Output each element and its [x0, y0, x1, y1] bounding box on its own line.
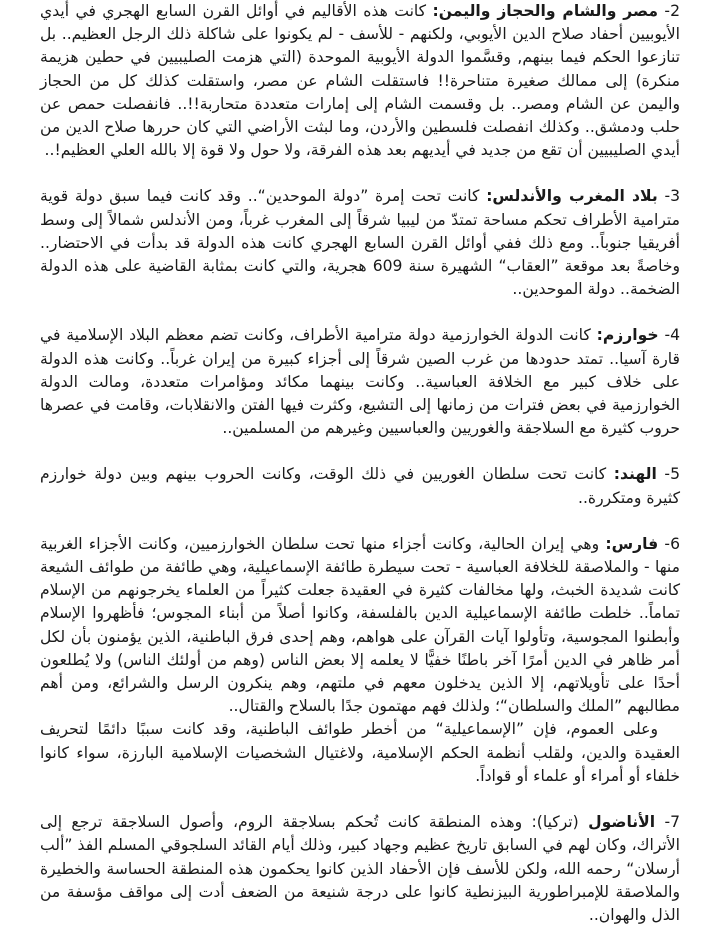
section-heading: الهند: [613, 465, 657, 484]
section-number: 5- [656, 465, 680, 484]
section-khwarazm [40, 324, 680, 440]
section-maghreb-andalus [40, 185, 680, 301]
section-heading: الأناضول [588, 813, 656, 832]
section-egypt-sham-hijaz-yemen [40, 0, 680, 162]
section-number: 2- [658, 2, 680, 20]
section-persia [40, 533, 680, 788]
section-heading: مصر والشام والحجاز واليمن: [432, 2, 659, 20]
paragraph [40, 463, 680, 509]
spacer [40, 510, 680, 533]
paragraph-continuation: وعلى العموم، فإن ”الإسماعيلية“ من أخطر طوائف الباطنية، وقد كانت سببًا دائمًا لتحريف العقيدة والدين، ولقلب أنظمة الحكم الإسلامية، ولاغتيال الشخصيات الإسلامية البارزة، سواء كانوا خلفاء أو أمراء أو علماء أو قواداً. [40, 720, 680, 785]
section-body: كانت هذه الأقاليم في أوائل القرن السابع الهجري في أيدي الأيوبيين أحفاد صلاح الدين الأيوبي، ولكنهم - للأسف - لم يكونوا على شاكلة ذلك الرجل العظيم.. بل تنازعوا الحكم فيما بينهم, وقسَّموا الدولة الأيوبية الموحدة (التي هزمت الصليبيين في حطين هزيمة منكرة) إلى ممالك صغيرة متناحرة!! فاستقلت الشام عن مصر، واستقلت كذلك كل من الحجاز واليمن عن الشام ومصر.. بل وقسمت الشام إلى إمارات متعددة متحاربة!!.. فانفصلت حمص عن حلب ودمشق.. وكذلك انفصلت فلسطين والأردن، وما لبثت الأراضي التي كان حررها صلاح الدين من أيدي الصليبيين أن تقع من جديد في أيديهم بعد هذه الفرقة، ولا حول ولا قوة إلا بالله العلي العظيم!.. [40, 2, 680, 160]
spacer [40, 788, 680, 811]
spacer [40, 440, 680, 463]
paragraph [40, 533, 680, 719]
spacer [40, 162, 680, 185]
paragraph [40, 324, 680, 440]
section-body: كانت الدولة الخوارزمية دولة مترامية الأطراف، وكانت تضم معظم البلاد الإسلامية في قارة آسيا.. تمتد حدودها من غرب الصين شرقاً إلى أجزاء كبيرة من إيران غرباً.. وكانت هذه الدولة على خلاف كبير مع الخلافة العباسية.. وكانت بينهما مكائد ومؤامرات متعددة، ومالت الدولة الخوارزمية في بعض فترات من زمانها إلى التشيع، وكثرت فيها الفتن والانقلابات، وقامت في عصرها حروب كثيرة مع السلاجقة والغوريين والعباسيين وغيرهم من المسلمين.. [40, 326, 680, 438]
section-number: 3- [657, 187, 680, 206]
document-page [40, 0, 680, 927]
section-body: وهي إيران الحالية، وكانت أجزاء منها تحت سلطان الخوارزميين، وكانت الأجزاء الغربية منها - والملاصقة للخلافة العباسية - تحت سيطرة طائفة الإسماعيلية، وهي طائفة من طوائف الشيعة كانت شديدة الخبث، ولها مخالفات كثيرة في العقيدة جعلت كثيراً من العلماء يخرجونهم من الإسلام تماماً.. خلطت طائفة الإسماعيلية الدين بالفلسفة، وكانوا أصلاً من أبناء المجوس؛ فأظهروا الإسلام وأبطنوا المجوسية، وتأولوا آيات القرآن على هواهم، وهم إحدى فرق الباطنية، الذين يؤمنون بأن لكل أمر ظاهر في الدين أمرًا آخر باطنًا خفيًّا لا يعلمه إلا بعض الناس (وهم من أولئك الناس) ولا يُطلعون أحدًا على تأويلاتهم، إلا الذين يدخلون معهم في ملتهم، وهم ينكرون الرسل والشرائع، ومن أهم مطالبهم ”الملك والسلطان“؛ ولذلك فهم مهتمون جدًا بالسلاح والقتال.. [40, 534, 680, 716]
section-heading: بلاد المغرب والأندلس: [486, 187, 658, 206]
section-body: كانت تحت إمرة ”دولة الموحدين“.. وقد كانت فيما سبق دولة قوية مترامية الأطراف تحكم مساحة تمتدّ من ليبيا شرقاً إلى المغرب غرباً، ومن الأندلس شمالاً إلى وسط أفريقيا جنوباً.. ومع ذلك ففي أوائل القرن السابع الهجري كانت هذه الدولة قد بدأت في الاحتضار.. وخاصةً بعد موقعة ”العقاب“ الشهيرة سنة 609 هجرية، والتي كانت بمثابة القاضية على هذه الدولة الضخمة.. دولة الموحدين.. [40, 187, 681, 299]
section-heading-suffix: (تركيا) [536, 813, 589, 832]
section-number: 7- [655, 813, 680, 832]
section-number: 6- [658, 534, 680, 553]
section-number: 4- [658, 326, 681, 345]
paragraph [40, 811, 680, 927]
section-india [40, 463, 680, 509]
section-heading: فارس: [605, 534, 659, 553]
spacer [40, 301, 680, 324]
section-heading: خوارزم: [596, 326, 659, 345]
paragraph [40, 185, 680, 301]
section-body: : وهذه المنطقة كانت تُحكم بسلاجقة الروم، وأصول السلاجقة ترجع إلى الأتراك، وكان لهم في السابق تاريخ عظيم وجهاد كبير، وذلك أيام القائد السلجوقي المسلم الفذ ”ألب أرسلان“ رحمه الله، ولكن للأسف فإن الأحفاد الذين كانوا يحكمون هذه المنطقة الحساسة والخطيرة والملاصقة للإمبراطورية البيزنطية كانوا على درجة شنيعة من الضعف أدت إلى مواقف مؤسفة من الذل والهوان.. [40, 813, 680, 924]
paragraph [40, 0, 680, 162]
section-body: كانت تحت سلطان الغوريين في ذلك الوقت، وكانت الحروب بينهم وبين دولة خوارزم كثيرة ومتكررة.. [40, 465, 680, 507]
section-anatolia [40, 811, 680, 927]
